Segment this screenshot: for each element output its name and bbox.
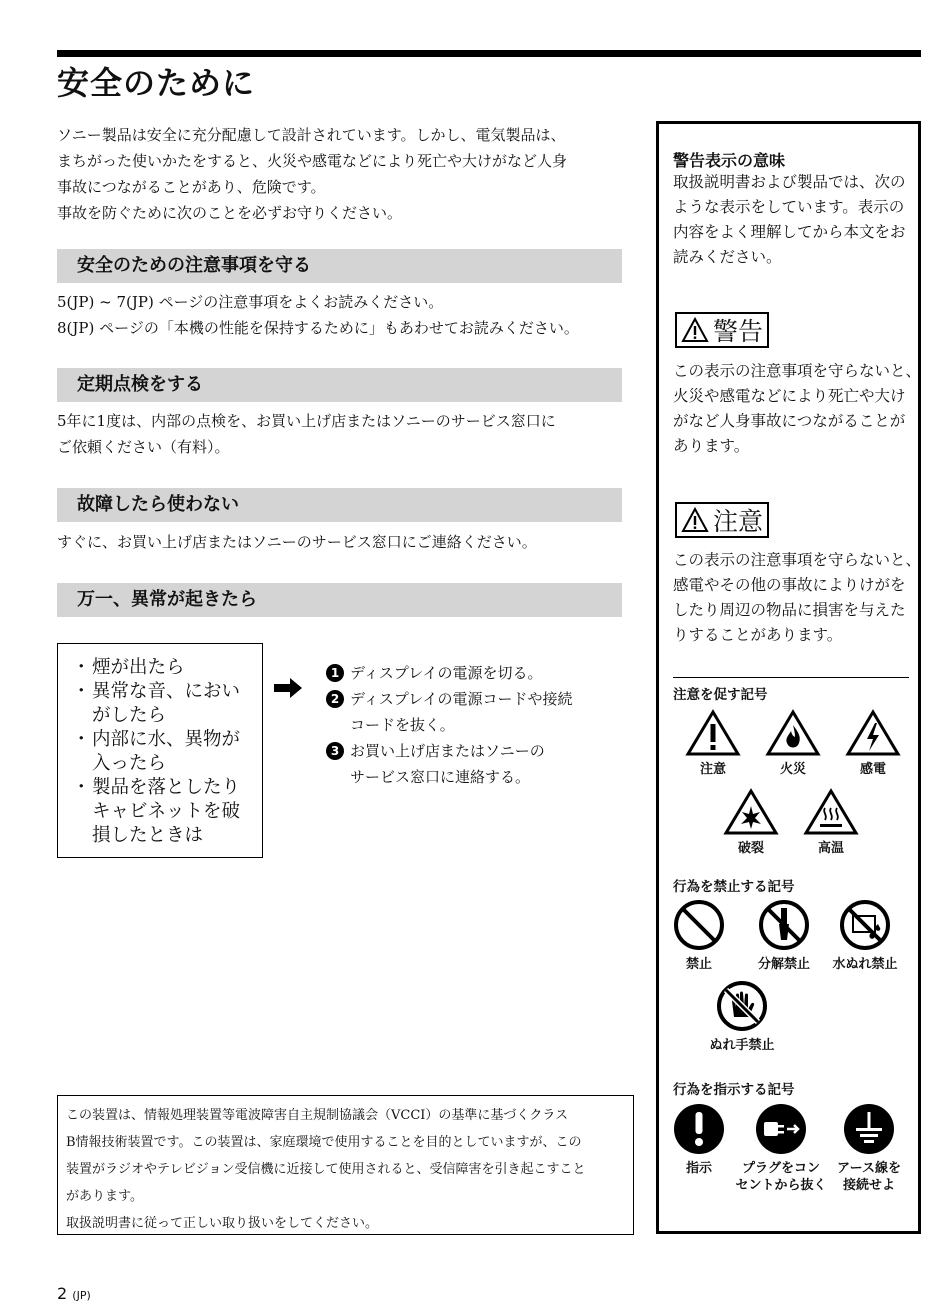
symbol-caution: 注意 bbox=[673, 709, 753, 778]
caution-text: この表示の注意事項を守らないと、 感電やその他の事故によりけがを したり周辺の物品に損害を与えた りすることがあります。 bbox=[673, 551, 922, 644]
ground-icon bbox=[842, 1102, 896, 1156]
list-item: 3 お買い上げ店またはソニーの サービス窓口に連絡する。 bbox=[326, 738, 572, 790]
section-text bbox=[57, 529, 627, 555]
warning-triangle-icon bbox=[681, 317, 709, 343]
intro-line: 事故につながることがあり、危険です。 bbox=[57, 178, 326, 196]
warning-badge: 警告 bbox=[675, 312, 769, 348]
section-heading: 安全のための注意事項を守る bbox=[57, 249, 622, 283]
warning-sidebar bbox=[656, 121, 921, 1234]
symbol-fire: 火災 bbox=[753, 709, 833, 778]
symptom-list bbox=[57, 643, 263, 858]
section-text bbox=[57, 408, 627, 460]
arrow-right-icon bbox=[272, 676, 304, 700]
step-list bbox=[326, 660, 572, 790]
intro-line: まちがった使いかたをすると、火災や感電などにより死亡や大けがなど人身 bbox=[57, 152, 568, 170]
divider bbox=[673, 677, 909, 678]
list-item: ・ 製品を落としたり キャビネットを破 損したときは bbox=[72, 777, 241, 846]
page-number: 2 (JP) bbox=[57, 1284, 91, 1303]
list-item: 1 ディスプレイの電源を切る。 bbox=[326, 660, 572, 686]
section-heading: 定期点検をする bbox=[57, 368, 622, 402]
symbol-ground: アース線を 接続せよ bbox=[825, 1102, 913, 1194]
page-title: 安全のために bbox=[57, 64, 256, 102]
step-number: 1 bbox=[326, 664, 344, 682]
no-wet-hands-icon bbox=[715, 979, 769, 1033]
instruction-icon bbox=[672, 1102, 726, 1156]
section-heading: 故障したら使わない bbox=[57, 488, 622, 522]
sidebar-intro: 取扱説明書および製品では、次の ような表示をしています。表示の 内容をよく理解してから本文をお 読みください。 bbox=[673, 173, 906, 266]
list-item: ・ 内部に水、異物が 入ったら bbox=[72, 729, 241, 774]
vcci-notice: この装置は、情報処理装置等電波障害自主規制協議会（VCCI）の基準に基づくクラス B情報技術装置です。この装置は、家庭環境で使用することを目的としていますが、この 装置がラジオやテレビジョン受信機に近接して使用されると、受信障害を引き起こすこと があります。 取扱説明書に従って正しい取り扱いをしてください。 bbox=[57, 1095, 634, 1235]
high-temperature-icon bbox=[803, 788, 859, 836]
symbol-no-water: 水ぬれ禁止 bbox=[825, 898, 905, 973]
step-number: 2 bbox=[326, 690, 344, 708]
fire-icon bbox=[765, 709, 821, 757]
burst-icon bbox=[723, 788, 779, 836]
symbol-heat: 高温 bbox=[791, 788, 871, 857]
prohibit-title: 行為を禁止する記号 bbox=[673, 879, 795, 895]
step-number: 3 bbox=[326, 742, 344, 760]
section-line: 5(JP) ~ 7(JP) ページの注意事項をよくお読みください。 bbox=[57, 293, 444, 311]
unplug-icon bbox=[754, 1102, 808, 1156]
caution-icon bbox=[685, 709, 741, 757]
symbol-unplug: プラグをコン セントから抜く bbox=[733, 1102, 829, 1194]
title-rule bbox=[57, 50, 921, 57]
symbol-prohibit: 禁止 bbox=[659, 898, 739, 973]
symbol-shock: 感電 bbox=[833, 709, 913, 778]
no-water-icon bbox=[838, 898, 892, 952]
list-item: ・ 煙が出たら bbox=[72, 657, 185, 678]
attention-title: 注意を促す記号 bbox=[673, 687, 768, 703]
warning-text: この表示の注意事項を守らないと、 火災や感電などにより死亡や大け がなど人身事故につながることが あります。 bbox=[673, 362, 922, 455]
intro-paragraph bbox=[57, 122, 627, 226]
caution-triangle-icon bbox=[681, 507, 709, 533]
electric-shock-icon bbox=[845, 709, 901, 757]
section-line: 8(JP) ページの「本機の性能を保持するために」もあわせてお読みください。 bbox=[57, 319, 579, 337]
symbol-instruction: 指示 bbox=[659, 1102, 739, 1177]
section-text bbox=[57, 289, 627, 341]
intro-line: ソニー製品は安全に充分配慮して設計されています。しかし、電気製品は、 bbox=[57, 126, 566, 144]
no-disassembly-icon bbox=[757, 898, 811, 952]
symbol-burst: 破裂 bbox=[711, 788, 791, 857]
symbol-no-wet-hands: ぬれ手禁止 bbox=[702, 979, 782, 1054]
section-heading: 万一、異常が起きたら bbox=[57, 583, 622, 617]
sidebar-heading: 警告表示の意味 bbox=[673, 151, 786, 170]
list-item: 2 ディスプレイの電源コードや接続 コードを抜く。 bbox=[326, 686, 572, 738]
section-line: 5年に1度は、内部の点検を、お買い上げ店またはソニーのサービス窓口に bbox=[57, 412, 556, 430]
prohibition-icon bbox=[672, 898, 726, 952]
section-line: ご依頼ください（有料）。 bbox=[57, 438, 230, 456]
list-item: ・ 異常な音、におい がしたら bbox=[72, 681, 241, 726]
instruct-title: 行為を指示する記号 bbox=[673, 1082, 795, 1098]
caution-badge: 注意 bbox=[675, 502, 769, 538]
intro-line: 事故を防ぐために次のことを必ずお守りください。 bbox=[57, 204, 403, 222]
symbol-no-disassembly: 分解禁止 bbox=[744, 898, 824, 973]
section-line: すぐに、お買い上げ店またはソニーのサービス窓口にご連絡ください。 bbox=[57, 533, 537, 551]
